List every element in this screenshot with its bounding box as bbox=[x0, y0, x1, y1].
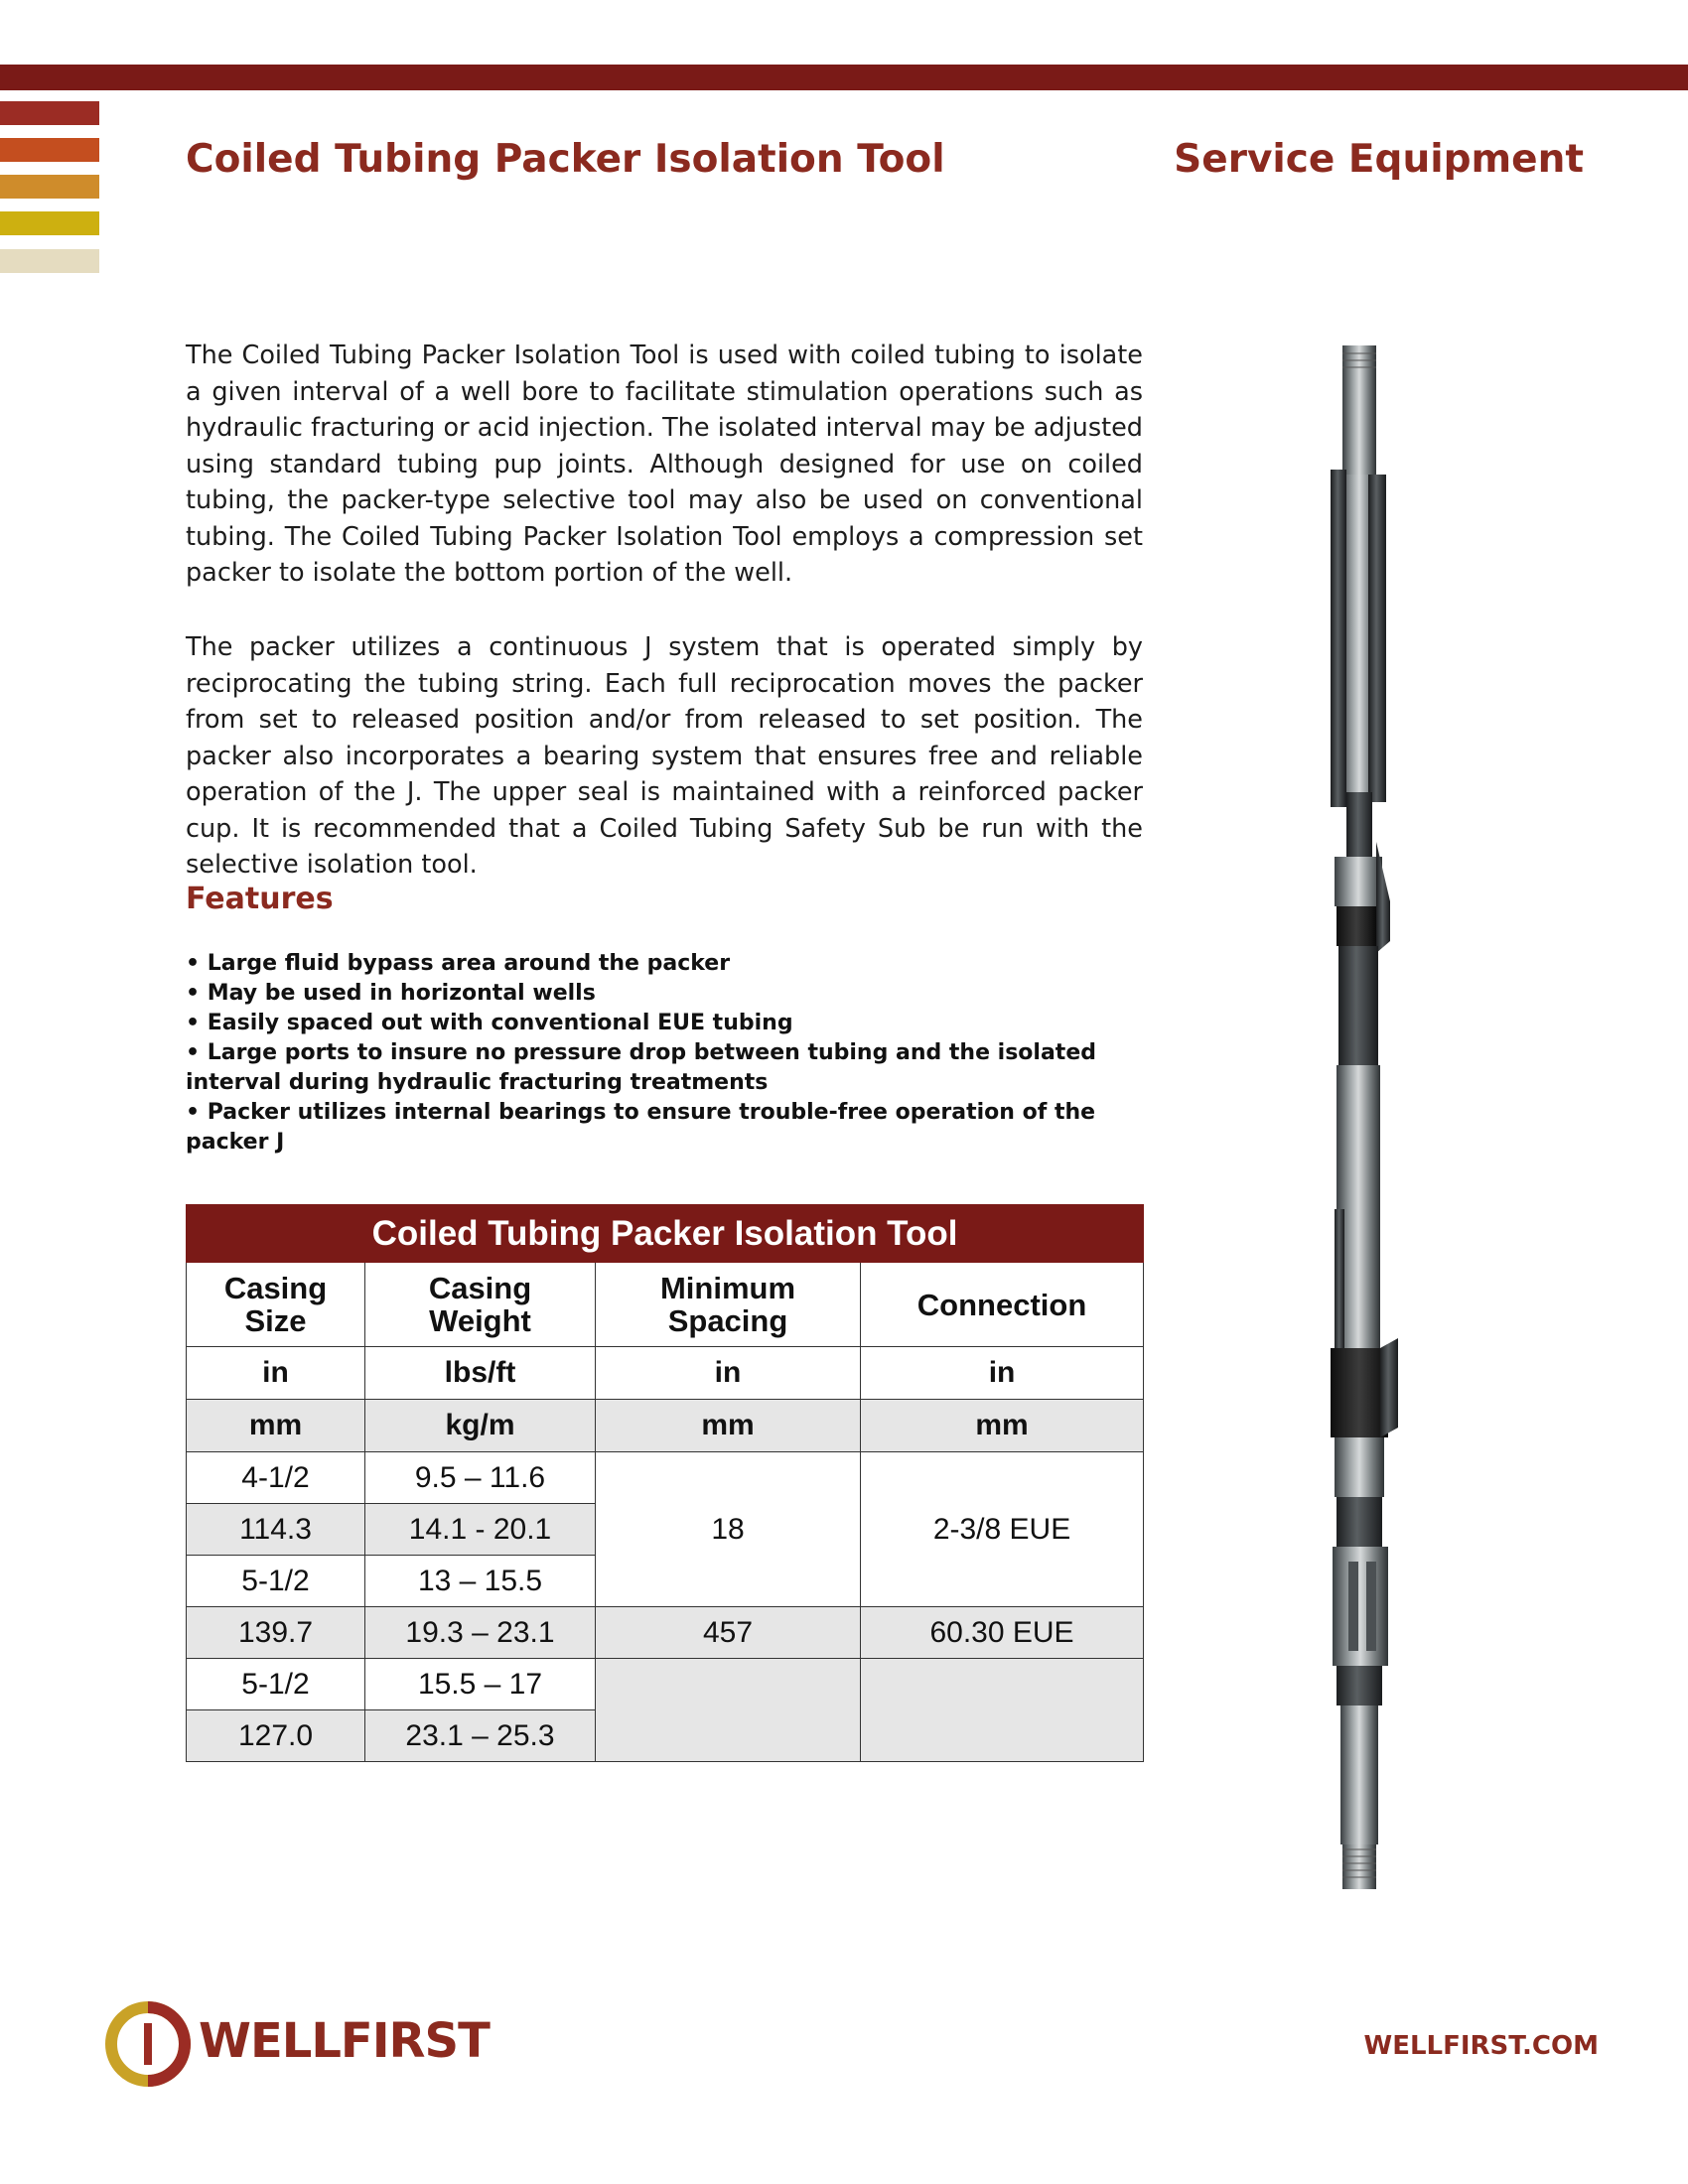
unit-mm-spacing: mm bbox=[596, 1400, 861, 1452]
unit-mm-weight: kg/m bbox=[365, 1400, 596, 1452]
unit-in-weight: lbs/ft bbox=[365, 1347, 596, 1400]
table-caption: Coiled Tubing Packer Isolation Tool bbox=[187, 1205, 1144, 1263]
color-swatch-3 bbox=[0, 175, 99, 199]
cell-casing-weight: 19.3 – 23.1 bbox=[365, 1607, 596, 1659]
unit-in-size: in bbox=[187, 1347, 365, 1400]
feature-item: • Large fluid bypass area around the packer bbox=[186, 951, 731, 976]
table-row bbox=[187, 1659, 1144, 1710]
table-row bbox=[187, 1452, 1144, 1504]
cell-casing-weight: 15.5 – 17 bbox=[365, 1659, 596, 1710]
header-line: Spacing bbox=[667, 1303, 788, 1338]
cell-casing-weight: 9.5 – 11.6 bbox=[365, 1452, 596, 1504]
cell-casing-size: 139.7 bbox=[187, 1607, 365, 1659]
unit-in-spacing: in bbox=[596, 1347, 861, 1400]
header-line: Connection bbox=[916, 1287, 1087, 1322]
feature-item: • Packer utilizes internal bearings to ensure trouble-free operation of the packer J bbox=[186, 1100, 1096, 1155]
footer-url[interactable]: WELLFIRST.COM bbox=[1363, 2031, 1599, 2061]
cell-connection-mm: 60.30 EUE bbox=[861, 1607, 1144, 1659]
page-title: Coiled Tubing Packer Isolation Tool bbox=[186, 137, 945, 182]
features-heading: Features bbox=[186, 882, 334, 916]
section-title: Service Equipment bbox=[1174, 137, 1584, 182]
color-swatch-5 bbox=[0, 249, 99, 273]
header-line: Casing bbox=[223, 1271, 328, 1305]
wellfirst-logo-icon bbox=[105, 2001, 191, 2087]
cell-spacing-mm: 457 bbox=[596, 1607, 861, 1659]
header-line: Weight bbox=[429, 1303, 531, 1338]
header-casing-size bbox=[187, 1263, 365, 1347]
packer-tool-illustration bbox=[1291, 345, 1430, 1889]
feature-item: • Easily spaced out with conventional EUE tubing bbox=[186, 1011, 793, 1035]
unit-mm-connection: mm bbox=[861, 1400, 1144, 1452]
top-bar bbox=[0, 65, 1688, 90]
cell-casing-size: 5-1/2 bbox=[187, 1659, 365, 1710]
table-row bbox=[187, 1607, 1144, 1659]
header-line: Minimum bbox=[659, 1271, 796, 1305]
color-swatch-1 bbox=[0, 101, 99, 125]
footer-logo-text: WELLFIRST bbox=[199, 2013, 490, 2069]
header-minimum-spacing bbox=[596, 1263, 861, 1347]
cell-casing-size: 127.0 bbox=[187, 1710, 365, 1762]
spec-table bbox=[186, 1204, 1144, 1762]
cell-casing-size: 114.3 bbox=[187, 1504, 365, 1556]
color-swatch-2 bbox=[0, 138, 99, 162]
cell-spacing-empty bbox=[596, 1659, 861, 1762]
header-casing-weight bbox=[365, 1263, 596, 1347]
intro-paragraph: The Coiled Tubing Packer Isolation Tool is used with coiled tubing to isolate a given interval of a well bore to facilitate stimulation operations such as hydraulic fracturing or acid injection. The isolated interval may be adjusted using standard tubing pup joints. Although designed for use on coiled tubing, the packer-type selective tool may also be used on conventional tubing. The Coiled Tubing Packer Isolation Tool employs a compression set packer to isolate the bottom portion of the well. bbox=[186, 341, 1143, 588]
unit-mm-size: mm bbox=[187, 1400, 365, 1452]
cell-casing-weight: 14.1 - 20.1 bbox=[365, 1504, 596, 1556]
cell-casing-weight: 23.1 – 25.3 bbox=[365, 1710, 596, 1762]
feature-item: • May be used in horizontal wells bbox=[186, 981, 596, 1006]
packer-paragraph: The packer utilizes a continuous J system that is operated simply by reciprocating the tubing string. Each full reciprocation moves the packer from set to released position and/or from released to set position. The packer also incorporates a bearing system that ensures free and reliable operation of the J. The upper seal is maintained with a reinforced packer cup. It is recommended that a Coiled Tubing Safety Sub be run with the selective isolation tool. bbox=[186, 632, 1143, 880]
color-swatch-4 bbox=[0, 211, 99, 235]
cell-spacing-in: 18 bbox=[596, 1452, 861, 1607]
header-line: Casing bbox=[428, 1271, 532, 1305]
cell-casing-size: 4-1/2 bbox=[187, 1452, 365, 1504]
cell-connection-in: 2-3/8 EUE bbox=[861, 1452, 1144, 1607]
cell-connection-empty bbox=[861, 1659, 1144, 1762]
feature-item: • Large ports to insure no pressure drop between tubing and the isolated interval during hydraulic fracturing treatments bbox=[186, 1040, 1096, 1095]
unit-in-connection: in bbox=[861, 1347, 1144, 1400]
cell-casing-weight: 13 – 15.5 bbox=[365, 1556, 596, 1607]
header-line: Size bbox=[244, 1303, 307, 1338]
cell-casing-size: 5-1/2 bbox=[187, 1556, 365, 1607]
features-list bbox=[186, 949, 1139, 1158]
header-connection bbox=[861, 1263, 1144, 1347]
